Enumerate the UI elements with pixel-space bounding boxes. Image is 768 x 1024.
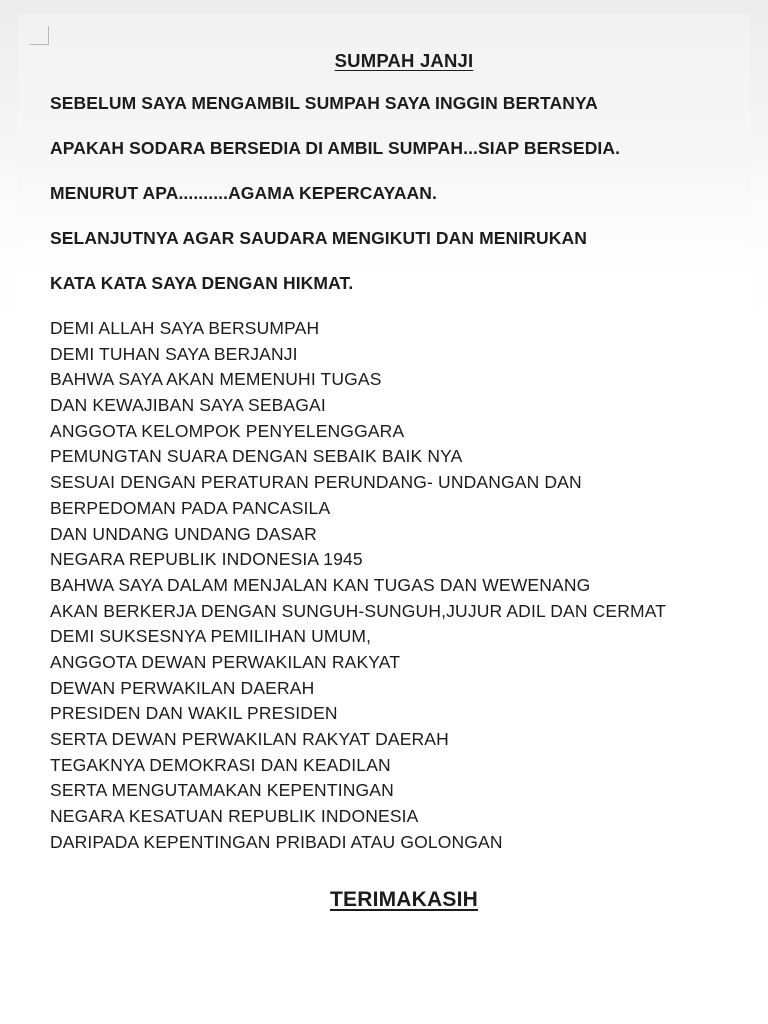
intro-line: MENURUT APA..........AGAMA KEPERCAYAAN. <box>50 183 437 203</box>
closing-text: TERIMAKASIH <box>329 888 479 911</box>
intro-paragraphs <box>50 90 620 315</box>
oath-line: ANGGOTA DEWAN PERWAKILAN RAKYAT <box>50 651 401 672</box>
oath-line: SESUAI DENGAN PERATURAN PERUNDANG- UNDANGAN DAN <box>50 472 582 493</box>
intro-line: APAKAH SODARA BERSEDIA DI AMBIL SUMPAH...SIAP BERSEDIA. <box>50 138 621 158</box>
oath-line: DAN UNDANG UNDANG DASAR <box>50 523 317 544</box>
intro-line: SEBELUM SAYA MENGAMBIL SUMPAH SAYA INGGIN BERTANYA <box>50 93 598 113</box>
oath-text <box>50 316 666 855</box>
oath-line: BAHWA SAYA DALAM MENJALAN KAN TUGAS DAN WEWENANG <box>50 574 591 595</box>
oath-line: DEWAN PERWAKILAN DAERAH <box>50 677 315 698</box>
oath-line: AKAN BERKERJA DENGAN SUNGUH-SUNGUH,JUJUR ADIL DAN CERMAT <box>50 600 667 621</box>
oath-line: NEGARA KESATUAN REPUBLIK INDONESIA <box>50 806 419 827</box>
oath-line: DAN KEWAJIBAN SAYA SEBAGAI <box>50 395 326 416</box>
oath-line: SERTA DEWAN PERWAKILAN RAKYAT DAERAH <box>50 729 449 749</box>
oath-line: DARIPADA KEPENTINGAN PRIBADI ATAU GOLONGAN <box>50 831 503 852</box>
intro-line: KATA KATA SAYA DENGAN HIKMAT. <box>50 273 354 293</box>
oath-line: SERTA MENGUTAMAKAN KEPENTINGAN <box>50 780 394 801</box>
oath-line: PRESIDEN DAN WAKIL PRESIDEN <box>50 703 338 724</box>
oath-line: BAHWA SAYA AKAN MEMENUHI TUGAS <box>50 369 382 390</box>
oath-line: DEMI ALLAH SAYA BERSUMPAH <box>50 318 320 338</box>
oath-line: BERPEDOMAN PADA PANCASILA <box>50 497 331 518</box>
oath-line: PEMUNGTAN SUARA DENGAN SEBAIK BAIK NYA <box>50 446 463 467</box>
margin-corner-marker <box>30 26 49 45</box>
intro-line: SELANJUTNYA AGAR SAUDARA MENGIKUTI DAN MENIRUKAN <box>50 228 587 248</box>
oath-line: DEMI TUHAN SAYA BERJANJI <box>50 343 298 364</box>
oath-line: TEGAKNYA DEMOKRASI DAN KEADILAN <box>50 754 391 775</box>
oath-line: NEGARA REPUBLIK INDONESIA 1945 <box>50 549 363 570</box>
document-title: SUMPAH JANJI <box>334 50 474 71</box>
oath-line: DEMI SUKSESNYA PEMILIHAN UMUM, <box>50 626 372 647</box>
oath-line: ANGGOTA KELOMPOK PENYELENGGARA <box>50 420 405 441</box>
